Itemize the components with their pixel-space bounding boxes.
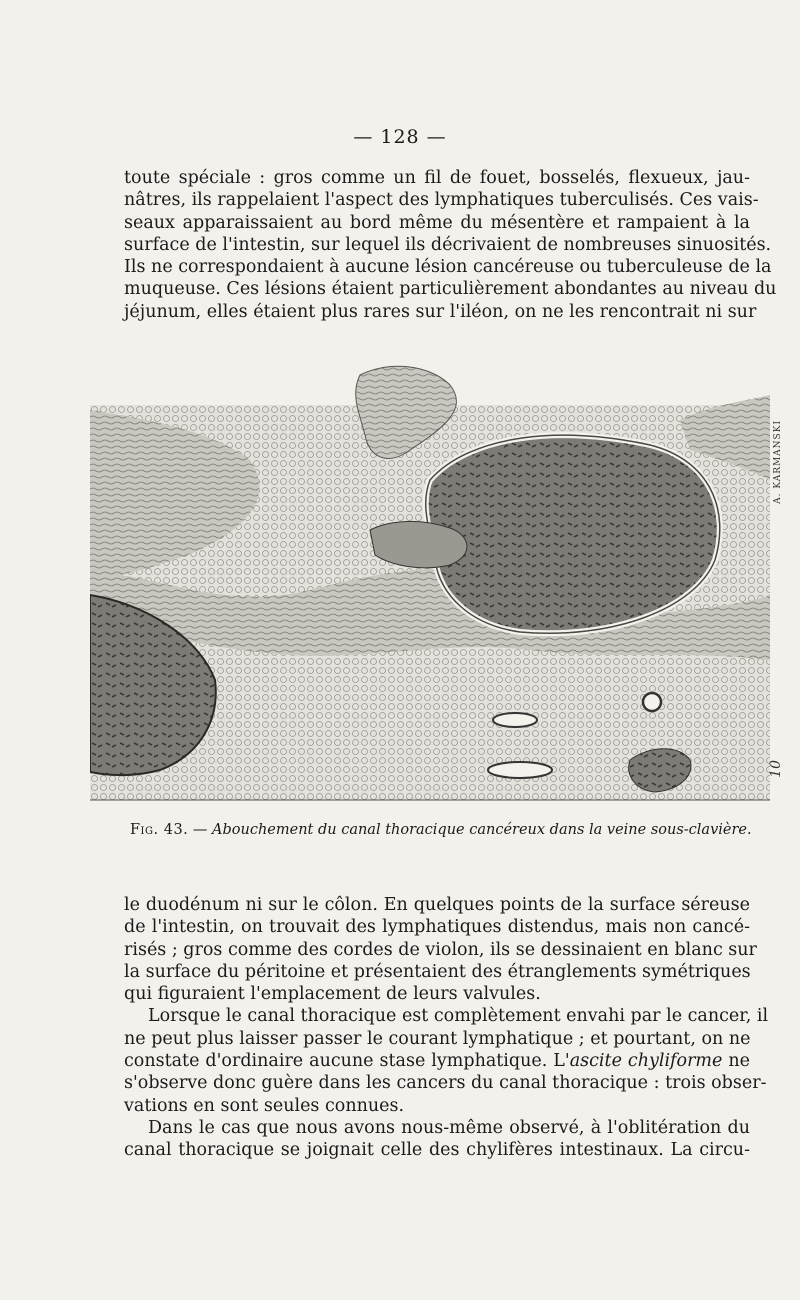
figure-label: Fig. 43. [130,822,189,838]
text-line: toute spéciale : gros comme un fil de fouet, bosselés, flexueux, jau- [124,168,750,188]
text-line: risés ; gros comme des cordes de violon, ils se dessinaient en blanc sur [124,939,757,960]
vessel-lumen [643,693,661,711]
vessel-lumen [488,762,552,778]
text-line: s'observe donc guère dans les cancers du canal thoracique : trois obser- [124,1073,767,1094]
text-line: Dans le cas que nous avons nous-même observé, à l'oblitération du [148,1117,750,1138]
text-segment: ne [722,1051,750,1072]
top-paragraph [124,167,777,323]
text-line: nâtres, ils rappelaient l'aspect des lymphatiques tuberculisés. Ces vais- [124,190,759,211]
text-line: qui figuraient l'emplacement de leurs valvules. [124,984,541,1005]
figure-caption [130,822,750,838]
text-line: le duodénum ni sur le côlon. En quelques points de la surface séreuse [124,895,750,915]
text-line: Ils ne correspondaient à aucune lésion cancéreuse ou tuberculeuse de la [124,257,772,278]
thoracic-duct-tumor [426,435,720,633]
bottom-paragraphs [124,894,769,1162]
histology-figure [90,360,770,805]
caption-text: — Abouchement du canal thoracique cancéreux dans la veine sous-clavière. [192,822,752,838]
vessel-lumen [493,713,537,727]
page-number: — 128 — [353,126,447,148]
text-line: seaux apparaissaient au bord même du mésentère et rampaient à la [124,212,750,233]
text-line: surface de l'intestin, sur lequel ils décrivaient de nombreuses sinuosités. [124,234,772,255]
text-line: Lorsque le canal thoracique est complètement envahi par le cancer, il [148,1006,769,1027]
text-line: canal thoracique se joignait celle des chylifères intestinaux. La circu- [124,1140,750,1161]
text-segment: constate d'ordinaire aucune stase lymphatique. L' [124,1051,570,1072]
text-line [124,1050,750,1072]
tissue-illustration [90,360,770,805]
text-line: jéjunum, elles étaient plus rares sur l'iléon, on ne les rencontrait ni sur [124,301,757,322]
text-line: de l'intestin, on trouvait des lymphatiques distendus, mais non cancé- [124,917,750,938]
text-line: ne peut plus laisser passer le courant lymphatique ; et pourtant, on ne [124,1028,751,1049]
text-line: vations en sont seules connues. [124,1095,405,1116]
italic-term: ascite chyliforme [569,1051,723,1072]
plate-number: 10 [768,760,784,778]
text-line: muqueuse. Ces lésions étaient particulièrement abondantes au niveau du [124,279,777,300]
artist-signature: A. KARMANSKI [773,420,783,504]
text-line: la surface du péritoine et présentaient des étranglements symétriques [124,961,751,982]
